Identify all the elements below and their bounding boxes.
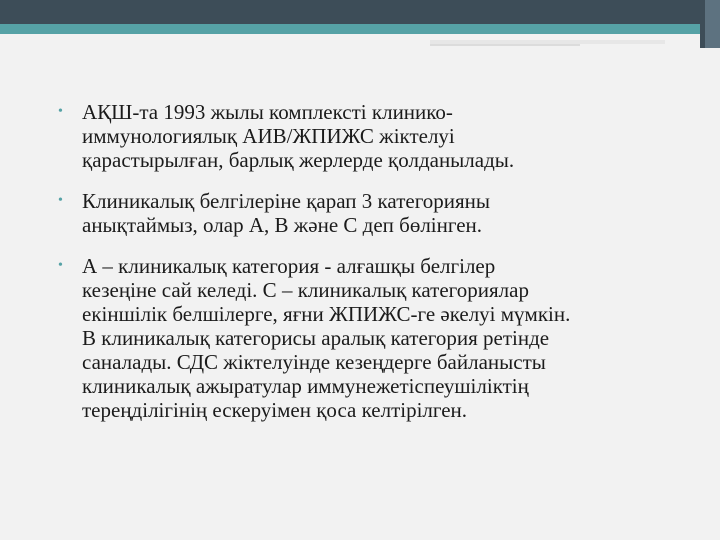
header-decorative-line-secondary — [430, 44, 580, 46]
bullet-item-2 — [58, 189, 698, 237]
bullet-marker-icon: • — [58, 258, 63, 273]
header-dark-band — [0, 0, 700, 24]
bullet-text: АҚШ-та 1993 жылы комплексті клинико- иммунологиялық АИВ/ЖПИЖС жіктелуі қарастырылған, барлық жерлерде қолданылады. — [82, 100, 515, 172]
bullet-text: Клиникалық белгілеріне қарап 3 категорияны анықтаймыз, олар А, В және С деп бөлінген. — [82, 189, 491, 237]
slide-content — [58, 100, 698, 422]
bullet-marker-icon: • — [58, 193, 63, 208]
header-teal-band — [0, 24, 700, 34]
bullet-marker-icon: • — [58, 104, 63, 119]
bullet-item-1 — [58, 100, 698, 172]
header-right-accent — [705, 0, 720, 48]
bullet-text: А – клиникалық категория - алғашқы белгілер кезеңіне сай келеді. С – клиникалық категориялар екіншілік белшілерге, яғни ЖПИЖС-ге әкелуі мүмкін. В клиникалық категорисы аралық категория ретінде саналады. СДС жіктелуінде кезеңдерге байланысты клиникалық ажыратулар иммунежетіспеушіліктің тереңділігінің ескеруімен қоса келтірілген. — [82, 254, 571, 422]
bullet-item-3 — [58, 254, 698, 422]
